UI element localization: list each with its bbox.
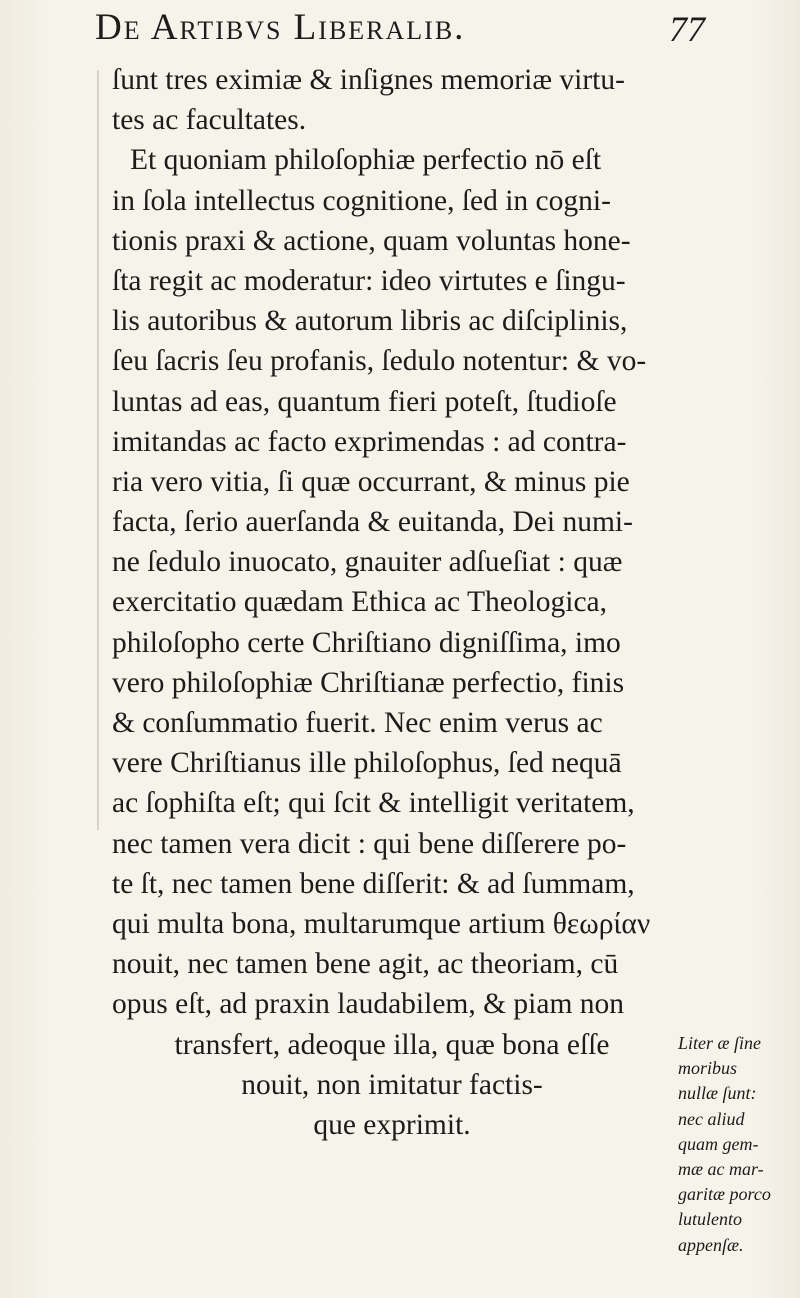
text-line: philoſopho certe Chriſtiano digniſſima, imo — [112, 626, 621, 659]
text-line: ne ſedulo inuocato, gnauiter adſueſiat : quæ — [112, 546, 623, 579]
page-header — [95, 6, 705, 56]
margin-note-line: appenſæ. — [678, 1234, 744, 1255]
text-line: ſunt tres eximiæ & inſignes memoriæ virtu- — [112, 64, 625, 96]
text-line: lis autoribus & autorum libris ac diſciplinis, — [112, 305, 628, 338]
text-line: luntas ad eas, quantum fieri poteſt, ſtudioſe — [112, 385, 617, 418]
text-line: exercitatio quædam Ethica ac Theologica, — [112, 586, 608, 619]
body-text — [112, 60, 672, 1145]
text-line: qui multa bona, multarumque artium θεωρίαν — [112, 907, 651, 940]
text-line: tionis praxi & actione, quam voluntas hone- — [112, 224, 631, 257]
text-line: ac ſophiſta eſt; qui ſcit & intelligit veritatem, — [112, 787, 635, 820]
text-line: que exprimit. — [313, 1108, 471, 1141]
text-line: ria vero vitia, ſi quæ occurrant, & minus pie — [112, 465, 630, 498]
text-line: vero philoſophiæ Chriſtianæ perfectio, finis — [112, 666, 625, 699]
text-line: nouit, non imitatur factis- — [241, 1068, 543, 1101]
page-number: 77 — [669, 9, 705, 49]
running-title: De Artibvs Liberalib. — [95, 7, 466, 48]
text-line: & conſummatio fuerit. Nec enim verus ac — [112, 707, 603, 739]
text-line: opus eſt, ad praxin laudabilem, & piam non — [112, 988, 625, 1021]
text-line: ſeu ſacris ſeu profanis, ſedulo notentur: & vo- — [112, 345, 647, 378]
text-line: tes ac facultates. — [112, 104, 307, 137]
text-line: te ſt, nec tamen bene diſſerit: & ad ſummam, — [112, 867, 635, 900]
margin-note — [678, 1031, 793, 1258]
margin-note-line: lutulento — [678, 1209, 742, 1230]
margin-note-line: nullæ ſunt: — [678, 1083, 757, 1104]
text-line: Et quoniam philoſophiæ perfectio nō eſt — [130, 144, 602, 177]
margin-note-line: Liter æ ſine — [678, 1033, 762, 1053]
margin-note-line: mæ ac mar- — [678, 1159, 764, 1180]
text-line: transfert, adeoque illa, quæ bona eſſe — [174, 1028, 610, 1061]
margin-note-line: nec aliud — [678, 1108, 745, 1129]
text-line: ſta regit ac moderatur: ideo virtutes e ſingu- — [112, 264, 626, 297]
text-line: nouit, nec tamen bene agit, ac theoriam, cū — [112, 948, 619, 981]
margin-note-line: garitæ porco — [678, 1184, 771, 1205]
margin-note-line: quam gem- — [678, 1133, 759, 1154]
text-line: nec tamen vera dicit : qui bene diſſerere po- — [112, 827, 627, 860]
text-line: in ſola intellectus cognitione, ſed in cogni- — [112, 184, 611, 217]
gutter-shadow — [97, 70, 99, 830]
text-line: vere Chriſtianus ille philoſophus, ſed nequā — [112, 747, 622, 780]
text-line: facta, ſerio auerſanda & euitanda, Dei numi- — [112, 506, 633, 539]
text-line: imitandas ac facto exprimendas : ad contra- — [112, 425, 627, 458]
margin-note-line: moribus — [678, 1058, 738, 1079]
